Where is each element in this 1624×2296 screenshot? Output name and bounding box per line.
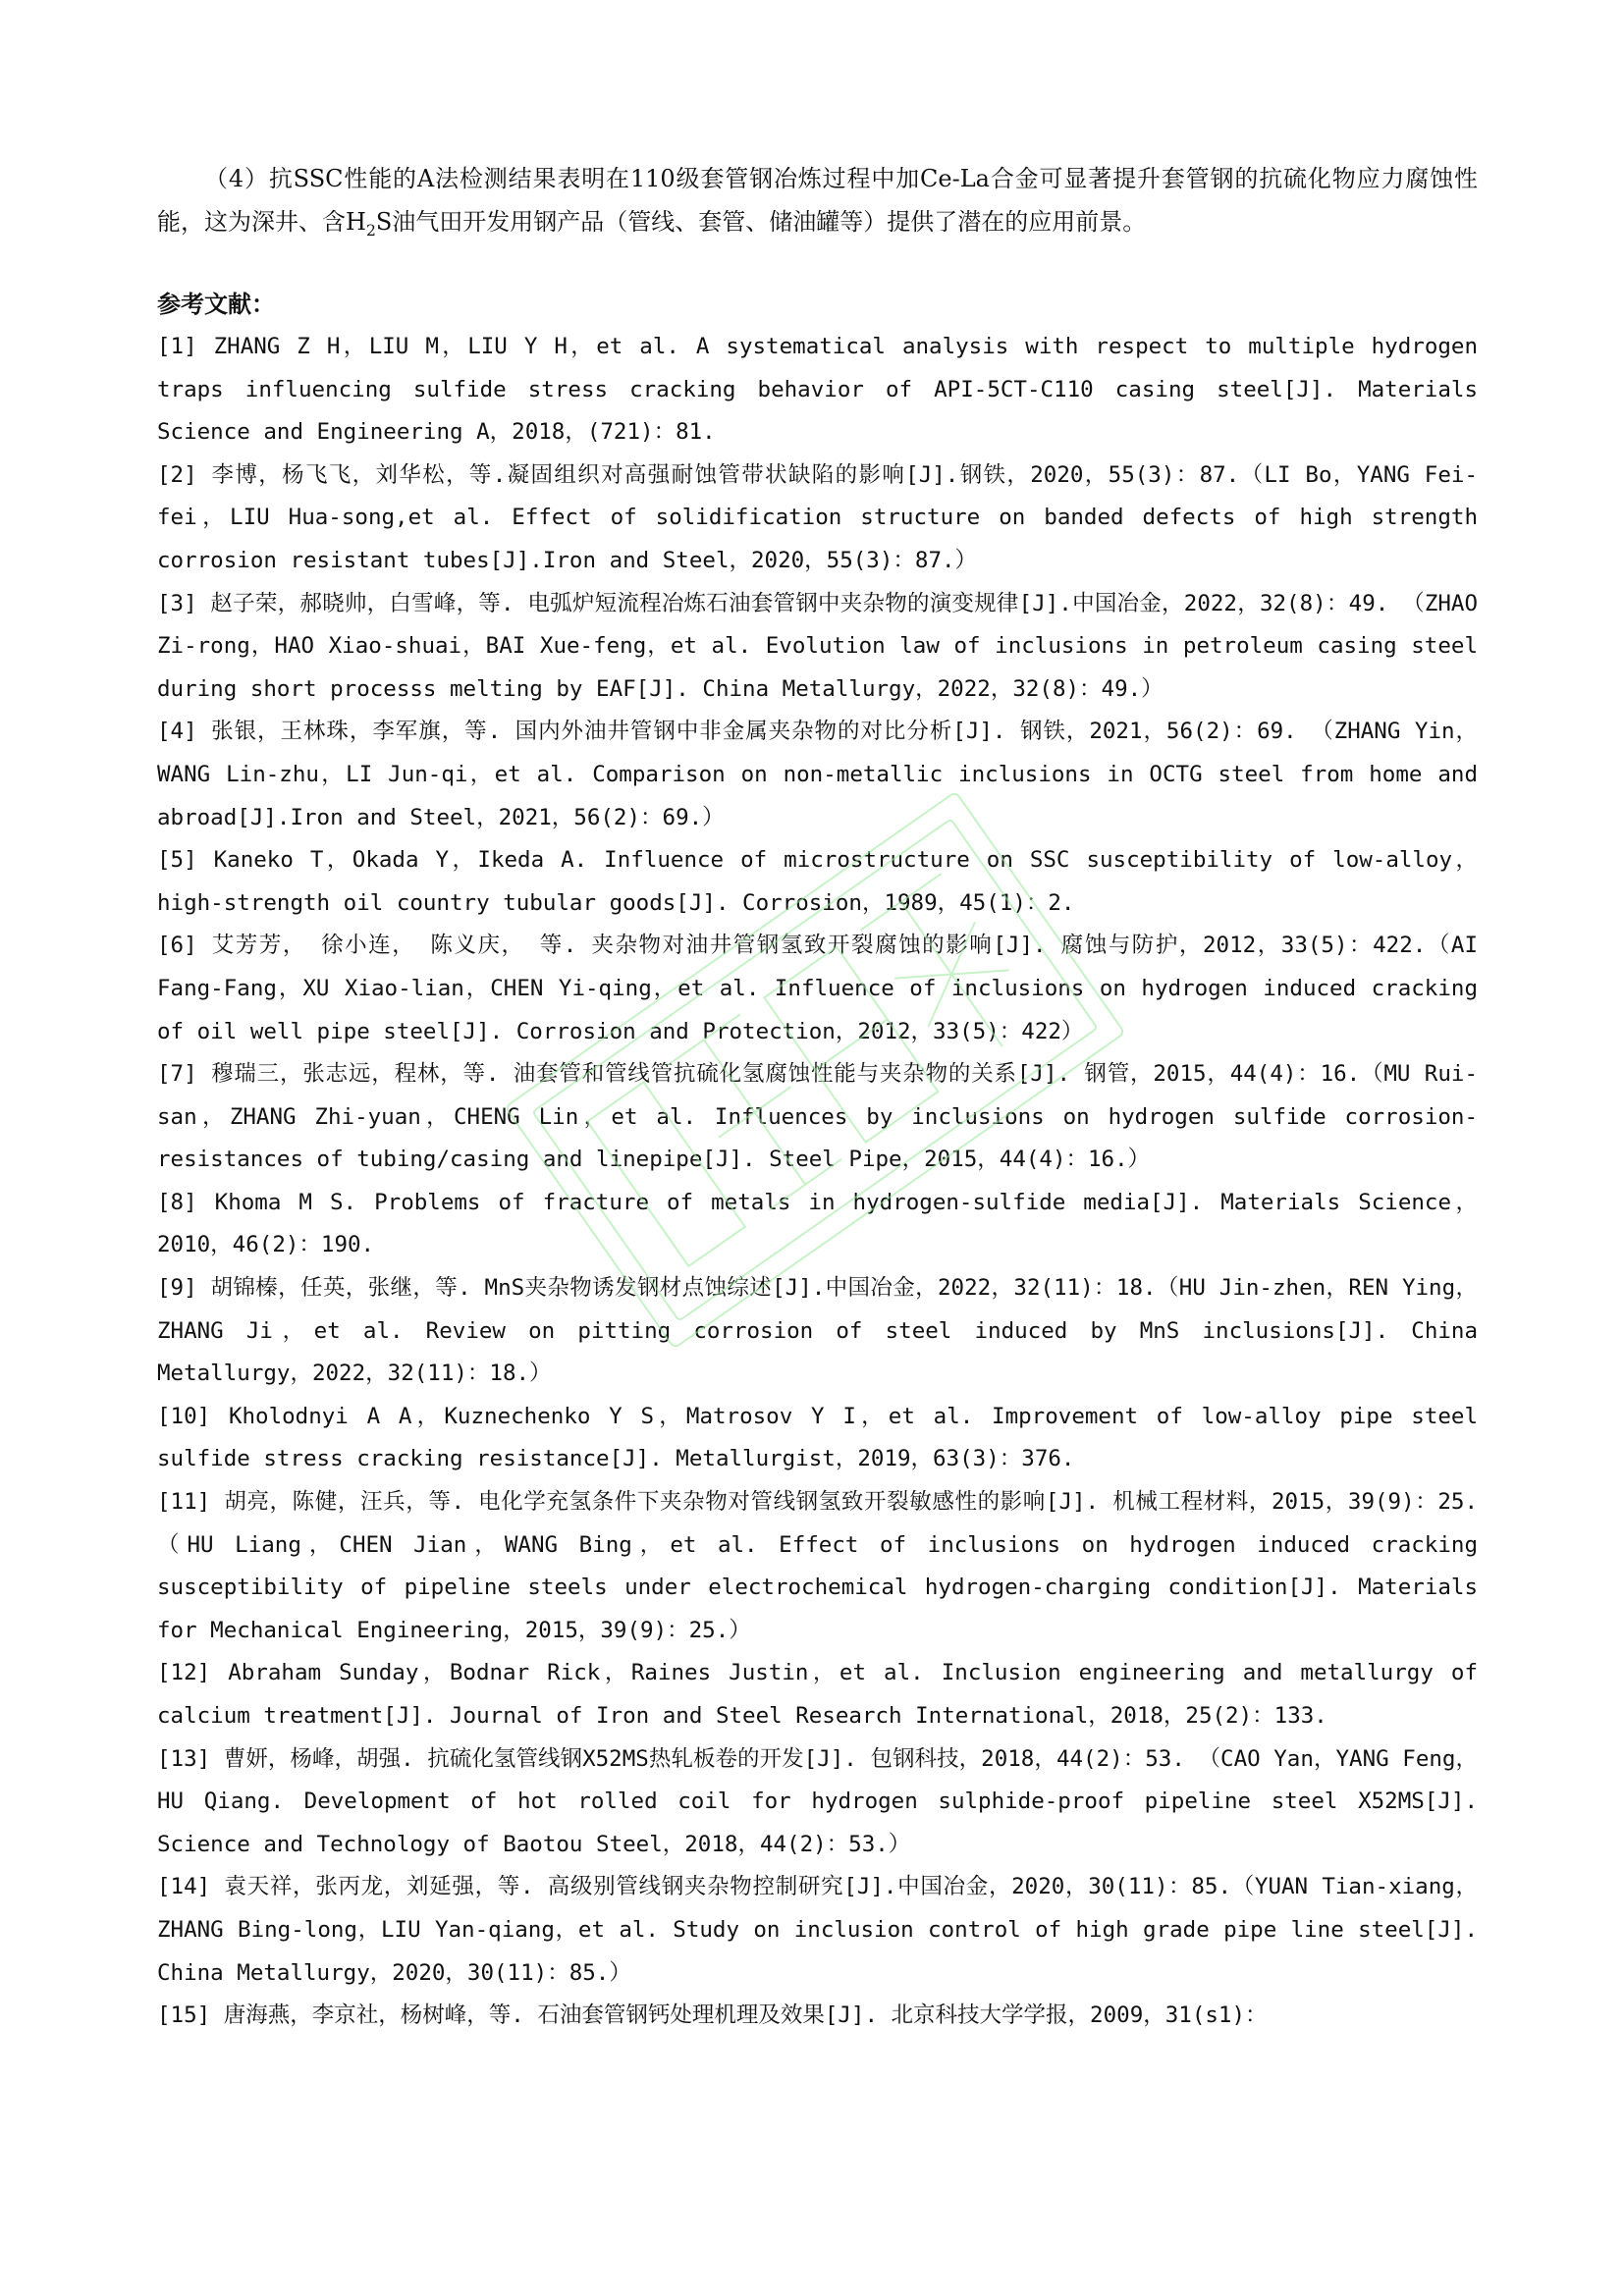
reference-item-10: [10] Kholodnyi A A，Kuznechenko Y S，Matrosov Y I，et al. Improvement of low-alloy pipe steel sulfide stress cracking resistance[J]. Metallurgist，2019，63(3)：376. [157, 1403, 1478, 1472]
reference-item-12: [12] Abraham Sunday，Bodnar Rick，Raines Justin，et al. Inclusion engineering and metallurgy of calcium treatment[J]. Journal of Iron and Steel Research International，2018，25(2)：133. [157, 1660, 1478, 1729]
reference-item-7: [7] 穆瑞三，张志远，程林，等. 油套管和管线管抗硫化氢腐蚀性能与夹杂物的关系[J]. 钢管，2015，44(4)：16.（MU Rui-san，ZHANG Zhi-yuan，CHENG Lin，et al. Influences by inclusions on hydrogen sulfide corrosion-resistances of tubing/casing and linepipe[J]. Steel Pipe，2015，44(4)：16.） [157, 1061, 1478, 1173]
reference-item-8: [8] Khoma M S. Problems of fracture of metals in hydrogen-sulfide media[J]. Materials Science，2010，46(2)：190. [157, 1189, 1478, 1258]
reference-item-11: [11] 胡亮，陈健，汪兵，等. 电化学充氢条件下夹杂物对管线钢氢致开裂敏感性的影响[J]. 机械工程材料，2015，39(9)：25.（HU Liang，CHEN Jian，WANG Bing，et al. Effect of inclusions on hydrogen induced cracking susceptibility of pipeline steels under electrochemical hydrogen-charging condition[J]. Materials for Mechanical Engineering，2015，39(9)：25.） [157, 1489, 1478, 1643]
references-heading: 参考文献： [157, 291, 275, 318]
reference-item-9: [9] 胡锦榛，任英，张继，等. MnS夹杂物诱发钢材点蚀综述[J].中国冶金，2022，32(11)：18.（HU Jin-zhen，REN Ying，ZHANG Ji，et al. Review on pitting corrosion of steel induced by MnS inclusions[J]. China Metallurgy，2022，32(11)：18.） [157, 1275, 1478, 1387]
subscript-2: 2 [365, 221, 376, 240]
reference-item-5: [5] Kaneko T，Okada Y，Ikeda A. Influence of microstructure on SSC susceptibility of low-alloy，high-strength oil country tubular goods[J]. Corrosion，1989，45(1)：2. [157, 847, 1478, 916]
reference-item-4: [4] 张银，王林珠，李军旗，等. 国内外油井管钢中非金属夹杂物的对比分析[J]. 钢铁，2021，56(2)：69. （ZHANG Yin，WANG Lin-zhu，LI Jun-qi，et al. Comparison on non-metallic inclusions in OCTG steel from home and abroad[J].Iron and Steel，2021，56(2)：69.） [157, 719, 1478, 830]
reference-item-15: [15] 唐海燕，李京社，杨树峰，等. 石油套管钢钙处理机理及效果[J]. 北京科技大学学报，2009，31(s1)： [157, 2002, 1268, 2029]
reference-item-13: [13] 曹妍，杨峰，胡强. 抗硫化氢管线钢X52MS热轧板卷的开发[J]. 包钢科技，2018，44(2)：53. （CAO Yan，YANG Feng，HU Qiang. Development of hot rolled coil for hydrogen sulphide-proof pipeline steel X52MS[J]. Science and Technology of Baotou Steel，2018，44(2)：53.） [157, 1745, 1478, 1857]
reference-item-2: [2] 李博，杨飞飞，刘华松，等.凝固组织对高强耐蚀管带状缺陷的影响[J].钢铁，2020，55(3)：87.（LI Bo，YANG Fei-fei，LIU Hua-song,et al. Effect of solidification structure on banded defects of high strength corrosion resistant tubes[J].Iron and Steel，2020，55(3)：87.） [157, 461, 1478, 573]
reference-item-1: [1] ZHANG Z H，LIU M，LIU Y H，et al. A systematical analysis with respect to multiple hydrogen traps influencing sulfide stress cracking behavior of API-5CT-C110 casing steel[J]. Materials Science and Engineering A，2018，(721)：81. [157, 334, 1478, 446]
reference-list [157, 326, 1478, 2038]
conclusion-paragraph [157, 157, 1478, 243]
page-content [157, 157, 1478, 2038]
conclusion-text-end: S油气田开发用钢产品（管线、套管、储油罐等）提供了潜在的应用前景。 [375, 208, 1147, 236]
conclusion-text-start: （4）抗SSC性能的A法检测结果表明在110级套管钢冶炼过程中加Ce-La合金可显著提升套管钢的抗硫化物应力腐蚀性能，这为深井、含H [157, 165, 1478, 236]
reference-item-14: [14] 袁天祥，张丙龙，刘延强，等. 高级别管线钢夹杂物控制研究[J].中国冶金，2020，30(11)：85.（YUAN Tian-xiang，ZHANG Bing-long，LIU Yan-qiang，et al. Study on inclusion control of high grade pipe line steel[J]. China Metallurgy，2020，30(11)：85.） [157, 1874, 1478, 1986]
reference-item-3: [3] 赵子荣，郝晓帅，白雪峰，等. 电弧炉短流程冶炼石油套管钢中夹杂物的演变规律[J].中国冶金，2022，32(8)：49. （ZHAO Zi-rong，HAO Xiao-shuai，BAI Xue-feng，et al. Evolution law of inclusions in petroleum casing steel during short processs melting by EAF[J]. China Metallurgy，2022，32(8)：49.） [157, 590, 1478, 702]
reference-item-6: [6] 艾芳芳， 徐小连， 陈义庆， 等. 夹杂物对油井管钢氢致开裂腐蚀的影响[J]. 腐蚀与防护，2012，33(5)：422.（AI Fang-Fang，XU Xiao-lian，CHEN Yi-qing，et al. Influence of inclusions on hydrogen induced cracking of oil well pipe steel[J]. Corrosion and Protection，2012，33(5)：422） [157, 933, 1478, 1044]
